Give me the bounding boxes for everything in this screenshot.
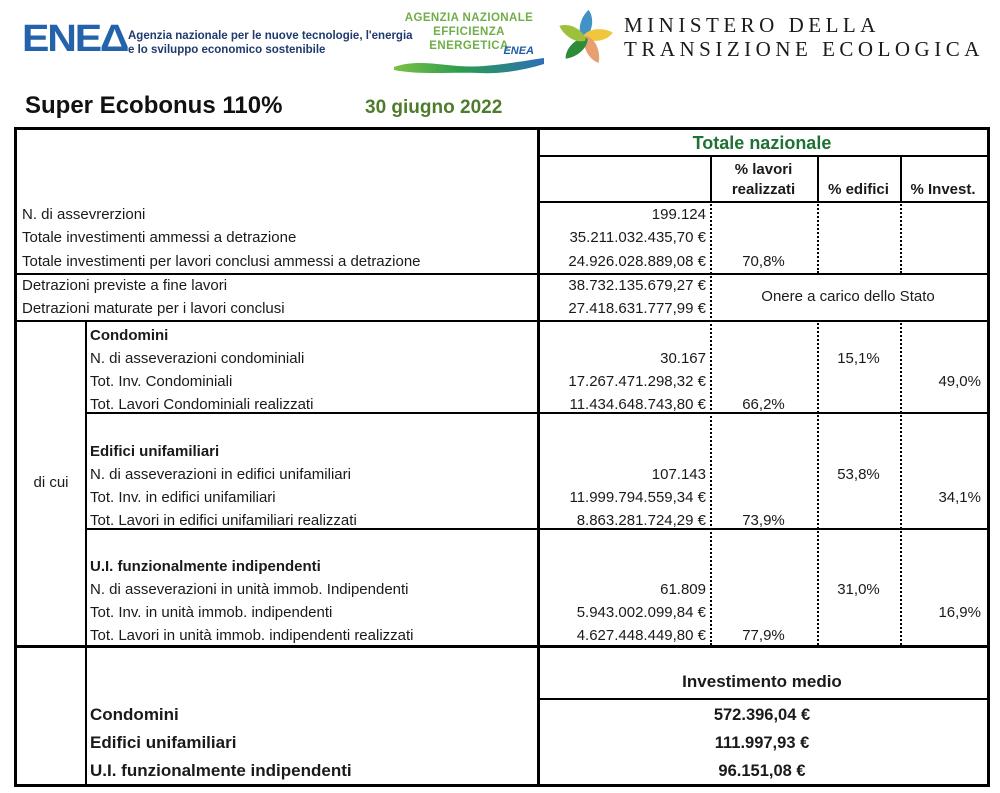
page-title: Super Ecobonus 110% (25, 92, 283, 119)
summary-row-value: 24.926.028.889,08 € (568, 253, 706, 270)
section-row-pct-edifici: 31,0% (837, 581, 880, 598)
ministry-name-line2: TRANSIZIONE ECOLOGICA (624, 37, 984, 61)
section-row-pct-edifici: 53,8% (837, 466, 880, 483)
detrazioni-row-label: Detrazioni maturate per i lavori conclusi (22, 300, 285, 317)
section-row-pct-lavori: 73,9% (742, 512, 785, 529)
section-row-value: 11.434.648.743,80 € (569, 396, 706, 413)
green-blue-swoosh-icon (394, 55, 544, 81)
agenzia-line2: EFFICIENZA ENERGETICA (429, 26, 509, 52)
section-row-pct-invest: 34,1% (938, 489, 981, 506)
section-row-pct-invest: 49,0% (938, 373, 981, 390)
section-row-value: 11.999.794.559,34 € (569, 489, 706, 506)
section-row-label: N. di asseverazioni in edifici unifamiliari (90, 466, 351, 483)
section-row-value: 61.809 (660, 581, 706, 598)
section-title: Edifici unifamiliari (90, 443, 220, 460)
investimento-medio-row-label: U.I. funzionalmente indipendenti (90, 761, 352, 780)
section-row-value: 4.627.448.449,80 € (576, 627, 706, 644)
column-header-lavori: % lavori realizzati (731, 161, 796, 198)
summary-row-label: Totale investimenti per lavori conclusi ammessi a detrazione (22, 253, 421, 270)
summary-row-label: Totale investimenti ammessi a detrazione (22, 229, 297, 246)
enea-tagline-line2: e lo sviluppo economico sostenibile (128, 44, 326, 56)
agenzia-enea-small-label: ENEA (503, 45, 534, 57)
summary-row-value: 35.211.032.435,70 € (569, 229, 706, 246)
ministry-name (624, 13, 984, 61)
totale-nazionale-header: Totale nazionale (692, 133, 832, 153)
di-cui-label: di cui (33, 474, 69, 491)
section-row-label: Tot. Lavori in edifici unifamiliari realizzati (90, 512, 357, 529)
section-row-value: 17.267.471.298,32 € (568, 373, 706, 390)
enea-tagline (128, 29, 413, 57)
section-title: Condomini (90, 327, 169, 344)
summary-row-pct-lavori: 70,8% (742, 253, 785, 270)
dotted-divider-edifici-invest-top (900, 201, 902, 273)
section-row-label: Tot. Inv. Condominiali (90, 373, 233, 390)
section-row-pct-invest: 16,9% (938, 604, 981, 621)
column-header-edifici: % edifici (828, 181, 889, 198)
ministry-pinwheel-star-icon (556, 6, 614, 75)
section-row-label: Tot. Inv. in edifici unifamiliari (90, 489, 276, 506)
section-row-label: Tot. Lavori Condominiali realizzati (90, 396, 314, 413)
national-totals-table (14, 127, 990, 787)
line-under-investimento-medio-header (537, 698, 987, 700)
section-row-label: N. di asseverazioni in unità immob. Indipendenti (90, 581, 409, 598)
di-cui-column-divider (85, 320, 87, 784)
report-date: 30 giugno 2022 (365, 97, 503, 118)
investimento-medio-row-value: 572.396,04 € (713, 706, 811, 724)
enea-logo-icon: ENEΔ (22, 18, 130, 60)
investimento-medio-row-value: 96.151,08 € (718, 762, 806, 780)
line-above-di-cui (17, 320, 987, 322)
investimento-medio-row-label: Condomini (90, 705, 179, 724)
detrazioni-row-value: 38.732.135.679,27 € (568, 277, 706, 294)
section-row-label: N. di asseverazioni condominiali (90, 350, 305, 367)
investimento-medio-header: Investimento medio (682, 672, 842, 691)
section-row-value: 107.143 (651, 466, 706, 483)
section-row-value: 5.943.002.099,84 € (576, 604, 706, 621)
onere-stato-note: Onere a carico dello Stato (761, 288, 935, 305)
section-row-pct-lavori: 66,2% (742, 396, 785, 413)
detrazioni-row-label: Detrazioni previste a fine lavori (22, 277, 228, 294)
section-row-value: 30.167 (660, 350, 706, 367)
section-row-pct-edifici: 15,1% (837, 350, 880, 367)
agenzia-efficienza-logo (394, 11, 544, 81)
dotted-divider-lavori-edifici-top (817, 201, 819, 273)
investimento-medio-row-label: Edifici unifamiliari (90, 733, 237, 752)
column-header-invest: % Invest. (910, 181, 976, 198)
section-row-label: Tot. Inv. in unità immob. indipendenti (90, 604, 333, 621)
investimento-medio-row-value: 111.997,93 € (714, 734, 810, 752)
enea-triangle-icon: Δ (99, 18, 130, 60)
section-title: U.I. funzionalmente indipendenti (90, 558, 321, 575)
ministry-name-line1: MINISTERO DELLA (624, 13, 880, 37)
summary-row-value: 199.124 (651, 206, 706, 223)
section-row-label: Tot. Lavori in unità immob. indipendenti realizzati (90, 627, 414, 644)
summary-row-label: N. di assevrerzioni (22, 206, 146, 223)
section-row-pct-lavori: 77,9% (742, 627, 785, 644)
agenzia-line1: AGENZIA NAZIONALE (404, 12, 534, 24)
enea-tagline-line1: Agenzia nazionale per le nuove tecnologie, l'energia (128, 30, 413, 42)
detrazioni-row-value: 27.418.631.777,99 € (568, 300, 706, 317)
section-row-value: 8.863.281.724,29 € (576, 512, 706, 529)
dotted-divider-edifici-invest-bottom (900, 320, 902, 645)
